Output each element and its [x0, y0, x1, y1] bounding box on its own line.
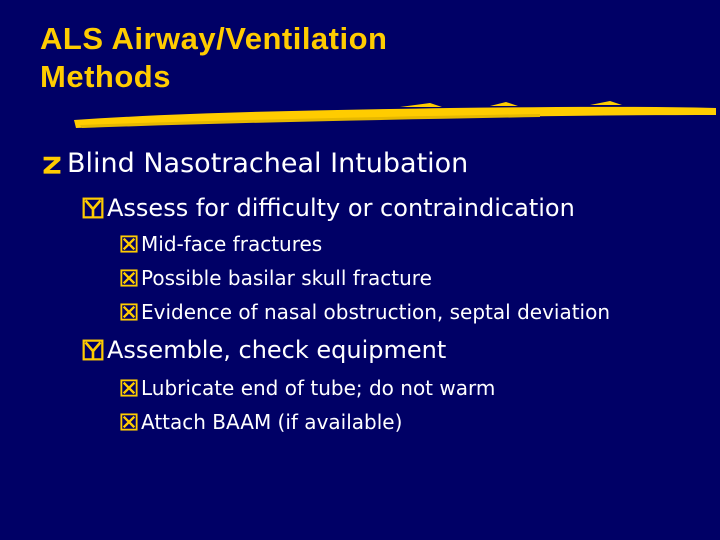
bullet-text: Assemble, check equipment [107, 336, 447, 364]
bullet-text: Evidence of nasal obstruction, septal deviation [141, 300, 611, 324]
y-bullet-icon [82, 197, 104, 219]
bullet-text: Assess for difficulty or contraindication [107, 194, 575, 222]
bullet-text: Mid-face fractures [141, 232, 323, 256]
bullet-level-1 [40, 148, 468, 179]
bullet-level-3 [120, 232, 322, 256]
bullet-level-3 [120, 376, 495, 400]
x-bullet-icon [120, 235, 138, 253]
bullet-text: Attach BAAM (if available) [141, 410, 403, 434]
slide-title [40, 20, 387, 96]
bullet-text: Lubricate end of tube; do not warm [141, 376, 496, 400]
bullet-text: Blind Nasotracheal Intubation [67, 148, 469, 179]
slide-title-line-2: Methods [40, 59, 171, 95]
bullet-level-2 [82, 194, 575, 222]
z-bullet-icon [40, 152, 64, 176]
bullet-level-3 [120, 266, 432, 290]
bullet-level-3 [120, 300, 610, 324]
bullet-level-2 [82, 336, 446, 364]
x-bullet-icon [120, 379, 138, 397]
x-bullet-icon [120, 413, 138, 431]
title-underline-brush-stroke [70, 98, 720, 132]
slide-title-line-1: ALS Airway/Ventilation [40, 21, 388, 56]
y-bullet-icon [82, 339, 104, 361]
bullet-text: Possible basilar skull fracture [141, 266, 432, 290]
bullet-level-3 [120, 410, 402, 434]
x-bullet-icon [120, 303, 138, 321]
x-bullet-icon [120, 269, 138, 287]
